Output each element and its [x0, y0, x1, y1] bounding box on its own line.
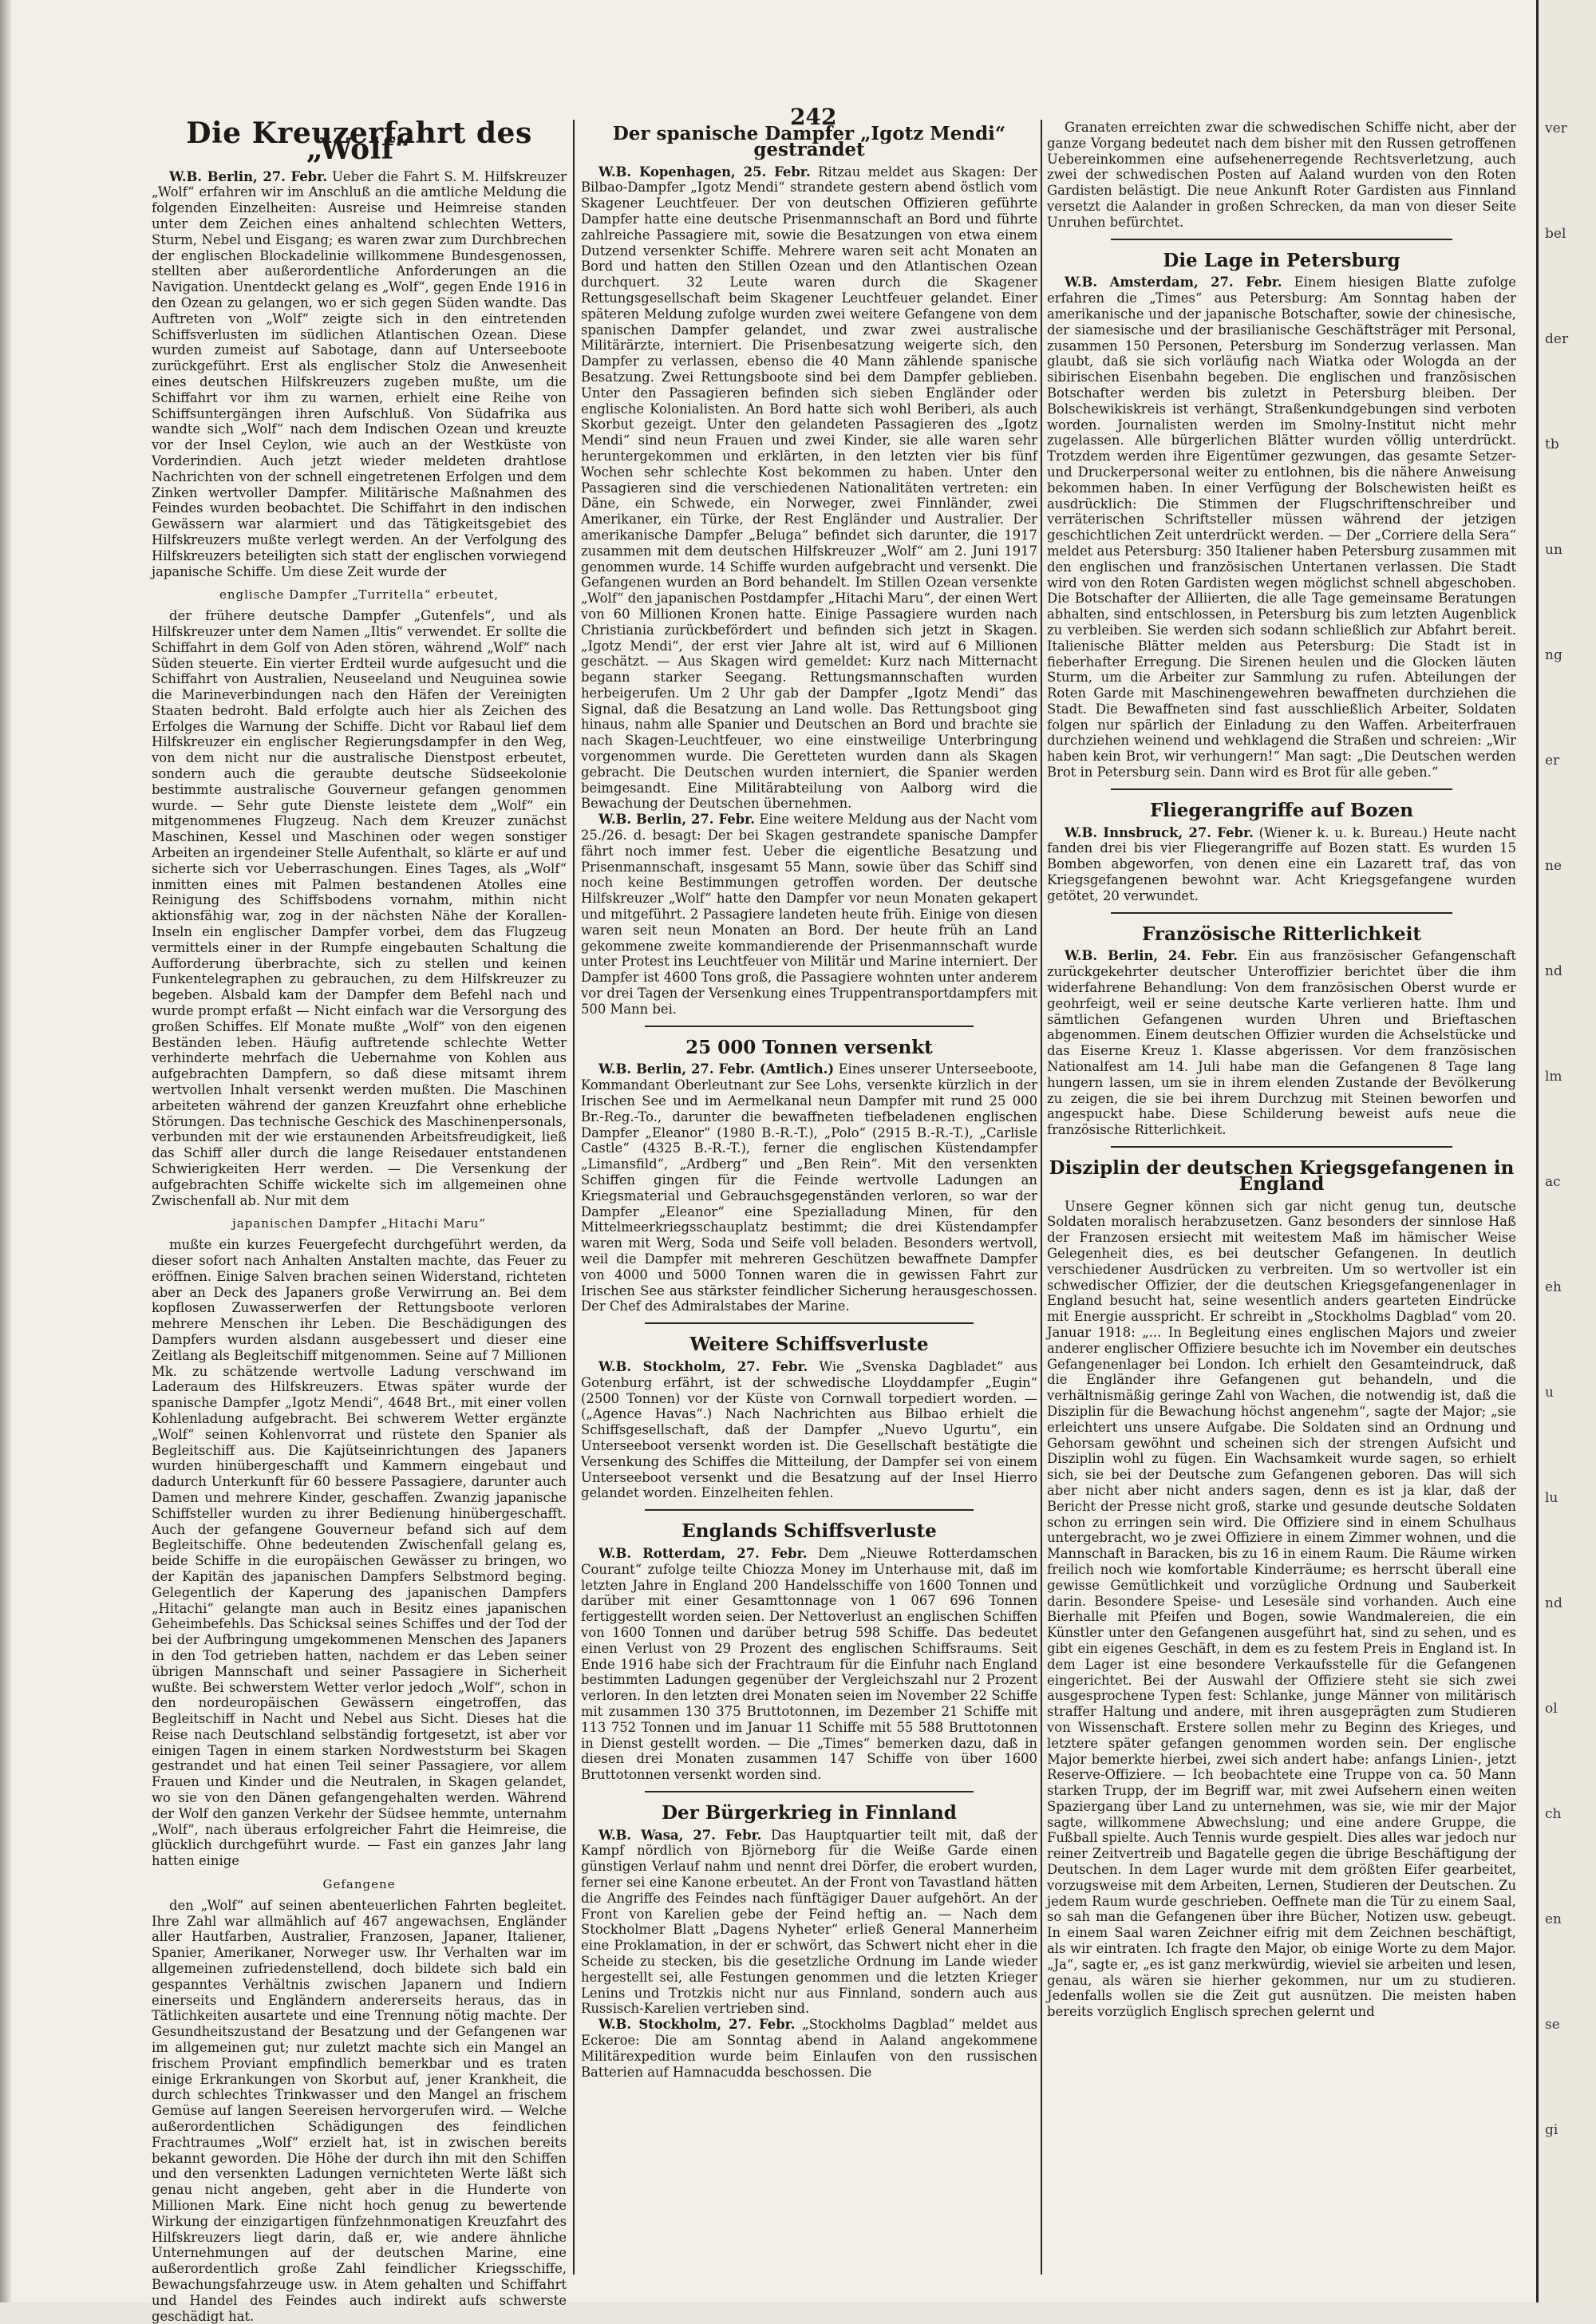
headline-englands-schiffsverluste: Englands Schiffsverluste — [681, 1520, 937, 1543]
article-tonnen: W.B. Berlin, 27. Febr. (Amtlich.) Eines unserer Unterseeboote, Kommandant Oberleutnant zur See Lohs, versenkte kürzlich in der Irischen See und im Aermelkanal neun Dampfer mit rund 25 000 Br.-Reg.-To., darunter die bewaffneten tiefbeladenen englischen Dampfer „Eleanor“ (1980 B.-R.-T.), „Polo“ (2915 B.-R.-T.), „Carlisle Castle“ (4325 B.-R.-T.), ferner die englischen Küstendampfer „Limansfild“, „Ardberg“ und „Ben Rein“. Mit den versenkten Schiffen gingen für die Feinde wertvolle Ladungen an Kriegsmaterial und Gebrauchsgegenständen verloren, so war der Dampfer „Eleanor“ eine Spezialladung Minen, für den Mittelmeerkriegsschauplatz bestimmt; die drei Küstendampfer waren mit Werg, Soda und Seife voll beladen. Besonders wertvoll, weil die Dampfer mit mehreren Geschützen bewaffnete Dampfer von 4000 und 5000 Tonnen waren die in gewissen Fahrt zur Irischen See aus stärkster feindlicher Sicherung herausgeschossen. Der Chef des Admiralstabes der Marine. — [581, 1061, 1037, 1314]
column-rule — [1041, 120, 1042, 2275]
column-rule — [573, 120, 575, 2275]
edge-fragment: en — [1545, 1911, 1562, 1927]
edge-fragment: eh — [1545, 1279, 1562, 1295]
section-divider — [1111, 239, 1452, 240]
headline-kreuzerfahrt: Die Kreuzerfahrt des „Wolf“ — [186, 117, 532, 166]
column-2 — [581, 120, 1037, 2275]
edge-fragment: tb — [1545, 437, 1559, 453]
edge-fragment: lm — [1545, 1069, 1562, 1085]
edge-fragment: u — [1545, 1385, 1554, 1401]
article-disziplin: Unsere Gegner können sich gar nicht genug tun, deutsche Soldaten moralisch herabzusetzen. Ganz besonders der sinnlose Haß der Franzosen ersiecht mit weitestem Maß im hämischer Weise Gelegenheit dies, es bei deutscher Gefangenen. In deutlich verschiedener Ausdrücken zu verbreiten. Um so wertvoller ist ein schwedischer Offizier, der die deutschen Kriegsgefangenenlager in England besucht hat, seine wesentlich anders gearteten Eindrücke mit Energie ausspricht. Er schreibt in „Stockholms Dagblad“ vom 20. Januar 1918: „... In Begleitung eines englischen Majors und zweier anderer englischer Offiziere besuchte ich im November ein deutsches Gefangenenlager bei London. Ich erhielt den Gesamteindruck, daß die Engländer ihre Gefangenen gut behandeln, und die verhältnismäßig geringe Zahl von Wachen, die notwendig ist, daß die Disziplin für die Bewachung höchst angenehm“, sagte der Major; „sie erleichtert uns unsere Aufgabe. Die Soldaten sind an Ordnung und Gehorsam gewöhnt und scheinen sich der strengen Aufsicht und Disziplin wohl zu fügen. Ein Wachsamkeit wurde sagen, so erhielt sich, sie bei der Deutsche zum Gefangenen geboren. Das will sich aber nicht aber nicht anders sagen, denn es ist ja klar, daß der Bericht der Presse nicht groß, starke und gesunde deutsche Soldaten schon zu erringen sein wird. Die Offiziere sind in einem Schulhaus untergebracht, wo je zwei Offiziere in einem Zimmer wohnen, und die Mannschaft in Baracken, bis zu 16 in einem Raum. Die Räume wirken freilich noch wie komfortable Kinderräume; es herrscht überall eine gewisse Gemütlichkeit und vorzügliche Ordnung und Sauberkeit darin. Besondere Speise- und Lesesäle sind vorhanden. Auch eine Bierhalle mit Pfeifen und Bogen, sowie Wandmalereien, die ein Künstler unter den Gefangenen ausgeführt hat, sind zu sehen, und es gibt ein eigenes Geschäft, in dem es zu festem Preis in England ist. In dem Lager ist eine besondere Verkaufsstelle für die Gefangenen eingerichtet. Bei der Auswahl der Offiziere steht sie sich zwei ausgesprochene Typen fest: Schlanke, junge Männer von militärisch straffer Haltung und andere, mit ihren ausgeprägten zum Studieren von Wissenschaft. Erstere sollen mehr zu Beginn des Krieges, und letztere später gefangen genommen worden sein. Der englische Major bemerkte hierbei, zwei sich andert habe: anfangs Linien-, jetzt Reserve-Offiziere. — Ich beobachtete eine Truppe von ca. 50 Mann starken Trupp, der im Begriff war, mit zwei Aufsehern einen weiten Spaziergang über Land zu unternehmen, was sie, wie mir der Major sagte, willkommene Abwechslung; und eine andere Gruppe, die Fußball spielte. Auch Tennis wurde gespielt. Dies alles war jedoch nur reiner Zeitvertreib und Bagatelle gegen die übrige Beschäftigung der Deutschen. In dem Lager wurde mit dem größten Eifer gearbeitet, vorzugsweise mit dem Arbeiten, Lernen, Studieren der Deutschen. Zu jedem Raum wurde geschrieben. Oeffnete man die Tür zu einem Saal, so sah man die Gefangenen über ihre Bücher, Notizen usw. gebeugt. In einem Saal waren Zeichner eifrig mit dem Zeichnen beschäftigt, als wir eintraten. Ich fragte den Major, ob einige Worte zu dem Major. „Ja“, sagte er, „es ist ganz merkwürdig, wieviel sie arbeiten und lesen, genau, als wären sie hierher gekommen, nur um zu studieren. Jedenfalls wollen sie die Zeit gut ausnützen. Die meisten haben bereits vorzüglich Englisch sprechen gelernt und — [1047, 1198, 1516, 2020]
edge-fragment: un — [1545, 542, 1562, 558]
article-ritterlichkeit: W.B. Berlin, 24. Febr. Ein aus französischer Gefangenschaft zurückgekehrter deutscher Unteroffizier berichtet über die ihm widerfahrene Behandlung: Von dem französischen Oberst wurde er geohrfeigt, weil er seine deutsche Karte verlieren hatte. Ihm und sämtlichen Gefangenen wurden Uhren und Brieftaschen abgenommen. Einem deutschen Offizier wurden die Achselstücke und das Eiserne Kreuz 1. Klasse abgerissen. Vor dem französischen Nationalfest am 14. Juli habe man die Gefangenen 8 Tage lang hungern lassen, um sie in ihrem elenden Zustande der Bevölkerung zu zeigen, die sie bei ihrem Durchzug mit Steinen beworfen und angespuckt habe. Diese Schilderung beweist aufs neue die französische Ritterlichkeit. — [1047, 948, 1517, 1138]
article-bozen: W.B. Innsbruck, 27. Febr. (Wiener k. u. k. Bureau.) Heute nacht fanden drei bis vier Fliegerangriffe auf Bozen statt. Es wurden 15 Bomben abgeworfen, von denen eine ein Lazarett traf, das von Kriegsgefangenen bewohnt war. Acht Kriegsgefangene wurden getötet, 20 verwundet. — [1047, 824, 1516, 903]
edge-fragment: nd — [1545, 1595, 1562, 1611]
headline-weitere-schiffsverluste: Weitere Schiffsverluste — [689, 1334, 929, 1356]
page-fold-shadow — [0, 0, 11, 2302]
article-igotz-p1: W.B. Kopenhagen, 25. Febr. Ritzau meldet aus Skagen: Der Bilbao-Dampfer „Igotz Mendi“ strandete gestern abend östlich vom Skagener Leuchtfeuer. Der von deutschen Offizieren geführte Dampfer hatte eine deutsche Prisenmannschaft an Bord und führte zahlreiche Passagiere mit, sowie die Besatzungen von etwa einem Dutzend versenkter Schiffe. Mehrere waren seit acht Monaten an Bord und hatten den Stillen Ozean und den Atlantischen Ozean durchquert. 32 Leute waren durch die Skagener Rettungsgesellschaft beim Skagener Leuchtfeuer gelandet. Einer späteren Meldung zufolge wurden zwei weitere Gefangene von dem spanischen Dampfer gelandet, und zwar zwei australische Militärärzte, interniert. Die Prisenbesatzung weigerte sich, den Dampfer zu verlassen, ebenso die 40 Mann zählende spanische Besatzung. Zwei Rettungsboote sind bei dem Dampfer geblieben. Unter den Passagieren befinden sich sieben Engländer oder englische Kolonialisten. An Bord hatte sich wohl Beriberi, als auch Skorbut gezeigt. Unter den gelandeten Passagieren des „Igotz Mendi“ sind neun Frauen und zwei Kinder, sie alle waren sehr heruntergekommen und erklärten, in den letzten vier bis fünf Wochen sehr schlechte Kost bekommen zu haben. Unter den Passagieren sind die verschiedenen Nationalitäten vertreten: ein Däne, ein Schwede, ein Norweger, zwei Finnländer, zwei Amerikaner, ein Türke, der Rest Engländer und Australier. Der amerikanische Dampfer „Beluga“ befindet sich darunter, die 1917 zusammen mit dem deutschen Hilfskreuzer „Wolf“ am 2. Juni 1917 genommen wurde. 14 Schiffe wurden aufgebracht und versenkt. Die Gefangenen wurden an Bord behandelt. Im Stillen Ozean versenkte „Wolf“ den japanischen Postdampfer „Hitachi Maru“, der einen Wert von 60 Millionen Kronen hatte. Einige Passagiere wurden nach Christiania zurückbefördert und befinden sich jetzt in Skagen. „Igotz Mendi“, der erst vier Jahre alt ist, wird auf 6 Millionen geschätzt. — Aus Skagen wird gemeldet: Kurz nach Mitternacht begann starker Seegang. Rettungsmannschaften wurden herbeigerufen. Um 2 Uhr gab der Dampfer „Igotz Mendi“ das Signal, daß die Besatzung an Land wolle. Das Rettungsboot ging hinaus, nahm alle Spanier und Deutschen an Bord und brachte sie nach Skagen-Leuchtfeuer, wo eine einstweilige Unterbringung vorgenommen wurde. Die Geretteten wurden dann als Skagen gebracht. Die Deutschen wurden interniert, die Spanier werden beimgesandt. Eine Militärabteilung von Aalborg wird die Bewachung der Deutschen übernehmen. — [581, 164, 1037, 812]
edge-fragment: ver — [1545, 121, 1567, 136]
edge-fragment: ne — [1545, 858, 1562, 874]
subhead-gefangene: Gefangene — [322, 1877, 396, 1892]
subhead-turritella: englische Dampfer „Turritella“ erbeutet, — [219, 587, 500, 603]
article-kreuzerfahrt-p2: der frühere deutsche Dampfer „Gutenfels“, und als Hilfskreuzer unter dem Namen „Iltis“ verwendet. Er sollte die Schiffahrt in dem Golf von Aden stören, während „Wolf“ nach Süden steuerte. Ein vierter Erdteil wurde aufgesucht und die Schiffahrt von Australien, Neuseeland und Neuguinea sowie die Marineverbindungen nach den Häfen der Vereinigten Staaten bedroht. Bald erfolgte auch hier als Zeichen des Erfolges die Warnung der Schiffe. Dicht vor Rabaul lief dem Hilfskreuzer ein englischer Regierungsdampfer in den Weg, von dem nicht nur die australische Dienstpost erbeutet, sondern auch die geraubte deutsche Südseekolonie bestimmte australische Gouverneur gefangen genommen wurde. — Sehr gute Dienste leistete dem „Wolf“ ein mitgenommenes Flugzeug. Nach dem Kreuzer zunächst Maschinen, Kessel und Maschinen oder wegen sonstiger Arbeiten an irgendeiner Stelle Aufenthalt, so klärte er auf und sicherte sich vor Ueberraschungen. Eines Tages, als „Wolf“ inmitten eines mit Palmen bestandenen Atolles eine Reinigung des Schiffsbodens vornahm, mithin nicht aktionsfähig war, zog in der nächsten Nähe der Korallen-Inseln ein englischer Dampfer vorbei, dem das Flugzeug vermittels einer in der Rumpfe eingebauten Schaltung die Aufforderung überbrachte, sich zu stellen und keinen Funkentelegraphen zu gebrauchen, zu dem Hilfskreuzer zu begeben. Alsbald kam der Dampfer dem Befehl nach und wurde prompt erfaßt — Nicht einfach war die Versorgung des großen Schiffes. Elf Monate mußte „Wolf“ von den eigenen Beständen leben. Häufig auftretende schlechte Wetter verhinderte mehrfach die Uebernahme von Kohlen aus aufgebrachten Dampfern, so daß diese mitsamt ihrem wertvollen Inhalt versenkt werden mußten. Die Maschinen arbeiteten während der ganzen Kreuzfahrt ohne erhebliche Störungen. Das technische Geschick des Maschinenpersonals, verbunden mit der wie erstaunenden Arbeitsfreudigkeit, ließ das Schiff aller durch die lange Reisedauer entstandenen Schwierigkeiten Herr werden. — Die Versenkung der aufgebrachten Schiffe wickelte sich im allgemeinen ohne Zwischenfall ab. Nur mit dem — [152, 608, 567, 1208]
headline-buergerkrieg-finnland: Der Bürgerkrieg in Finnland — [662, 1801, 957, 1824]
article-weitere: W.B. Stockholm, 27. Febr. Wie „Svenska Dagbladet“ aus Gotenburg erfährt, ist der schwedische Lloyddampfer „Eugin“ (2500 Tonnen) vor der Küste von Cornwall torpediert worden. — („Agence Havas“.) Nach Nachrichten aus Bilbao erhielt die Schiffsgesellschaft, daß der Dampfer „Nuevo Ugurtu“, ein Unterseeboot versenkt worden ist. Die Gesellschaft bestätigte die Versenkung des Schiffes die Mitteilung, der Dampfer sei von einem Unterseeboot versenkt und die Besatzung auf der Insel Hierro gelandet worden. Einzelheiten fehlen. — [581, 1358, 1037, 1501]
edge-fragment: lu — [1545, 1490, 1558, 1506]
article-buergerkrieg-p2: W.B. Stockholm, 27. Febr. „Stockholms Dagblad“ meldet aus Eckeroe: Die am Sonntag abend in Aaland angekommene Militärexpedition wurde beim Einlaufen von den russischen Batterien auf Hamnacudda beschossen. Die — [581, 2017, 1037, 2080]
section-divider — [1111, 1146, 1452, 1148]
dateline: W.B. Berlin, 27. Febr. — [169, 168, 327, 184]
edge-fragment: der — [1545, 331, 1569, 347]
headline-ritterlichkeit: Französische Ritterlichkeit — [1141, 923, 1422, 945]
article-aaland-continued: Granaten erreichten zwar die schwedischen Schiffe nicht, aber der ganze Vorgang bedeutet nach dem bisher mit den Russen getroffenen Uebereinkommen eine aufsehenerregende Rechtsverletzung, auch zwei der schwedischen Posten auf Aaland wurden von den Roten Gardisten belästigt. Die neue Ankunft Roter Gardisten aus Finnland versetzt die Aalander in großen Schrecken, da man von dieser Seite Unruhen befürchtet. — [1047, 120, 1516, 230]
section-divider — [1111, 788, 1452, 790]
column-1 — [152, 117, 567, 2324]
article-kreuzerfahrt-p1: W.B. Berlin, 27. Febr. Ueber die Fahrt S. M. Hilfskreuzer „Wolf“ erfahren wir im Anschluß an die amtliche Meldung die folgenden Einzelheiten: Ausreise und Heimreise standen unter dem Zeichen eines anhaltend schlechten Wetters, Sturm, Nebel und Eisgang; es waren zwar zum Durchbrechen der englischen Blockadelinie willkommene Bundesgenossen, stellten aber außerordentliche Anforderungen an die Navigation. Unentdeckt gelang es „Wolf“, gegen Ende 1916 in den Ozean zu gelangen, wo er sich gegen Süden wandte. Das Auftreten von „Wolf“ zeigte sich in den eintretenden Schiffsverlusten im südlichen Atlantischen Ozean. Diese wurden zumeist auf Sabotage, dann auf Unterseeboote zurückgeführt. Erst als englischer Stolz die Anwesenheit eines deutschen Hilfskreuzers zugeben mußte, um die Schiffahrt vor ihm zu warnen, erhielt eine Reihe von Schiffsuntergängen ihren Aufschluß. Von Südafrika aus wandte sich „Wolf“ nach dem Indischen Ozean und kreuzte vor der Insel Ceylon, wie auch an der Westküste von Vorderindien. Auch jetzt wieder meldeten drahtlose Nachrichten von der schnell eingetretenen Erfolgen und dem Zinken wertvoller Dampfer. Militärische Maßnahmen des Feindes wurden beobachtet. Die Schiffahrt in den indischen Gewässern war alarmiert und das Tätigkeitsgebiet des Hilfskreuzers mußte verlegt werden. An der Verfolgung des Hilfskreuzers beteiligten sich statt der englischen vorwiegend japanische Schiffe. Um diese Zeit wurde der — [152, 168, 567, 579]
edge-fragment: se — [1545, 2017, 1560, 2033]
page-number: 242 — [790, 104, 837, 130]
article-buergerkrieg-p1: W.B. Wasa, 27. Febr. Das Hauptquartier teilt mit, daß der Kampf nördlich von Björneborg für die Weiße Garde einen günstigen Verlauf nahm und nennt drei Dörfer, die erobert wurden, ferner sei eine Kanone erbeutet. An der Front von Tavastland hätten die Angriffe des Feindes nach fünftägiger Dauer aufgehört. An der Front von Karelien gebe der Feind heftig an. — Nach dem Stockholmer Blatt „Dagens Nyheter“ erließ General Mannerheim eine Proklamation, in der er schwört, das Schwert nicht eher in die Scheide zu stecken, bis die gesetzliche Ordnung im Lande wieder hergestellt sei, alle Festungen genommen und die letzten Krieger Lenins und Trotzkis nicht nur aus Finnland, sondern auch aus Russisch-Karelien vertrieben sind. — [581, 1827, 1037, 2017]
edge-fragment: bel — [1545, 226, 1566, 242]
edge-fragment: nd — [1545, 963, 1562, 979]
section-divider — [645, 1026, 974, 1027]
article-igotz-p2: W.B. Berlin, 27. Febr. Eine weitere Meldung aus der Nacht vom 25./26. d. besagt: Der bei Skagen gestrandete spanische Dampfer fährt noch immer fest. Ueber die eigentliche Besatzung und Prisenmannschaft, insgesamt 55 Mann, sowie über das Schiff sind noch keine Bestimmungen getroffen worden. Der deutsche Hilfskreuzer „Wolf“ hatte den Dampfer vor neun Monaten gekapert und mitgeführt. 2 Passagiere landeten heute früh. Einige von diesen waren seit neun Monaten an Bord. Der heute früh an Land gekommene zweite kommandierende der Prisenmannschaft wurde unter Protest ins Leuchtfeuer von Militär und Marine interniert. Der Dampfer ist 4600 Tons groß, die Passagiere wohnten unter anderem vor drei Tagen der Versenkung eines Truppentransportdampfers mit 500 Mann bei. — [581, 812, 1037, 1017]
edge-fragment: ac — [1545, 1174, 1561, 1190]
headline-disziplin: Disziplin der deutschen Kriegsgefangenen in England — [1049, 1157, 1515, 1195]
article-petersburg: W.B. Amsterdam, 27. Febr. Einem hiesigen Blatte zufolge erfahren die „Times“ aus Petersburg: Am Sonntag haben der amerikanische und der japanische Botschafter, sowie der chinesische, der siamesische und der brasilianische Geschäftsträger mit Personal, zusammen 150 Personen, Petersburg im Sonderzug verlassen. Man glaubt, daß sie sich vorläufig nach Wiatka oder Wologda an der sibirischen Eisenbahn begeben. Die englischen und französischen Botschafter werden bis zuletzt in Petersburg bleiben. Der Bolschewikiskreis ist verhängt, Straßenkundgebungen sind verboten worden. Journalisten werden im Smolny-Institut nicht mehr zugelassen. Alle bürgerlichen Blätter wurden völlig unterdrückt. Trotzdem werden ihre Eigentümer gezwungen, das gesamte Setzer- und Druckerpersonal weiter zu entlohnen, bis die nähere Anweisung bekommen haben. In einer Verfügung der Bolschewisten heißt es ausdrücklich: Die Stimmen der Flugschriftenschreiber und verräterischen Schriftsteller müssen während der jetzigen geschichtlichen Zeit unterdrückt werden. — Der „Corriere della Sera“ meldet aus Petersburg: 350 Italiener haben Petersburg zusammen mit den englischen und französischen Untertanen verlassen. Die Stadt wird von den Roten Gardisten wegen möglichst schnell abgeschoben. Die Botschafter der Alliierten, die alle Tage gemeinsame Beratungen abhalten, sind entschlossen, in Petersburg bis zum letzten Augenblick zu verbleiben. Sie werden sich sodann schließlich zur Abfahrt bereit. Italienische Blätter melden aus Petersburg: Die Stadt ist in fieberhafter Erregung. Die Sirenen heulen und die Glocken läuten Sturm, um die Arbeiter zur Sammlung zu rufen. Abteilungen der Roten Garde mit Maschinengewehren bewaffneten durchziehen die Stadt. Die Bewaffneten sind fast ausschließlich Arbeiter, Soldaten folgen nur spärlich der Einladung zu den Waffen. Arbeiterfrauen durchziehen weinend und wehklagend die Straßen und schreien: „Wir haben kein Brot, wir verhungern!“ Man sagt: „Die Deutschen werden Brot in Petersburg sein. Dann wird es Brot für alle geben.“ — [1047, 275, 1516, 781]
section-divider — [645, 1509, 974, 1511]
edge-fragment: ng — [1545, 647, 1562, 663]
edge-fragment: gi — [1545, 2122, 1558, 2138]
edge-fragment: er — [1545, 753, 1560, 769]
edge-fragment: ch — [1545, 1806, 1562, 1822]
headline-25000-tonnen: 25 000 Tonnen versenkt — [685, 1036, 933, 1058]
edge-fragment: ol — [1545, 1701, 1558, 1717]
section-divider — [645, 1322, 974, 1324]
headline-igotz-mendi: Der spanische Dampfer „Igotz Mendi“ gestrandet — [612, 123, 1006, 160]
article-kreuzerfahrt-p4: den „Wolf“ auf seinen abenteuerlichen Fahrten begleitet. Ihre Zahl war allmählich auf 467 angewachsen, Engländer aller Hautfarben, Australier, Franzosen, Japaner, Italiener, Spanier, Amerikaner, Norweger usw. Ihr Verhalten war im allgemeinen zufriedenstellend, doch bildete sich bald ein gespanntes Verhältnis zwischen Japanern und Indiern einerseits und Engländern andererseits heraus, das in Tätlichkeiten ausartete und eine Trennung nötig machte. Der Gesundheitszustand der Besatzung und der Gefangenen war im allgemeinen gut; nur zuletzt machte sich ein Mangel an frischem Proviant empfindlich bemerkbar und es traten einige Erkrankungen von Skorbut auf, jener Krankheit, die durch schlechtes Trinkwasser und den Mangel an frischem Gemüse auf langen Seereisen hervorgerufen wird. — Welche außerordentlichen Schädigungen des feindlichen Frachtraumes „Wolf“ erzielt hat, ist in zwischen bereits bekannt geworden. Die Höhe der durch ihn mit den Schiffen und den versenkten Ladungen vernichteten Werte läßt sich genau nicht angeben, geht aber in die Hunderte von Millionen Mark. Eine nicht hoch genug zu bewertende Wirkung der einzigartigen fünfzehnmonatigen Kreuzfahrt des Hilfskreuzers liegt darin, daß er, wie andere ähnliche Unternehmungen auf der deutschen Marine, eine außerordentlich große Zahl feindlicher Kriegsschiffe, Bewachungsfahrzeuge usw. in Atem gehalten und Schiffahrt und Handel des Feindes auch indirekt aufs schwerste geschädigt hat. — [152, 1897, 567, 2324]
headline-lage-petersburg: Die Lage in Petersburg — [1163, 249, 1400, 271]
article-kreuzerfahrt-p3: mußte ein kurzes Feuergefecht durchgeführt werden, da dieser sofort nach Anhalten Anstalten machte, das Feuer zu eröffnen. Einige Salven brachen seinen Widerstand, richteten aber an Deck des Japaners große Verwirrung an. Bei dem kopflosen Zuwasserwerfen der Rettungsboote verloren mehrere Menschen ihr Leben. Die Beschädigungen des Dampfers wurden alsdann ausgebessert und dieser eine Zeitlang als Begleitschiff mitgenommen. Seine auf 7 Millionen Mk. zu schätzende wertvolle Ladung verschwand im Laderaum des Hilfskreuzers. Etwas später wurde der spanische Dampfer „Igotz Mendi“, 4648 Brt., mit einer vollen Kohlenladung aufgebracht. Bei schwerem Wetter ergänzte „Wolf“ seinen Kohlenvorrat und rüstete den Spanier als Begleitschiff aus. Die Kajütseinrichtungen des Japaners wurden hinübergeschafft und Kammern eingebaut und dadurch Unterkunft für 60 bessere Passagiere, darunter auch Damen und mehrere Kinder, geschaffen. Zwanzig japanische Schiffsteller wurden zu ihrer Bedienung hinübergeschafft. Auch der gefangene Gouverneur befand sich auf dem Begleitschiffe. Ohne bedeutenden Zwischenfall gelang es, beide Schiffe in die europäischen Gewässer zu bringen, wo der Kapitän des japanischen Dampfers Selbstmord beging. Gelegentlich der Kaperung des japanischen Dampfers „Hitachi“ gelangte man auch in Besitz eines japanischen Geheimbefehls. Das Schicksal seines Schiffes und der Tod der bei der Aufbringung umgekommenen Menschen des Japaners in den Tod getrieben hatten, nachdem er das Leben seiner übrigen Mannschaft und seiner Passagiere in Sicherheit wußte. Bei schwerstem Wetter verlor jedoch „Wolf“, schon in den nordeuropäischen Gewässern eingetroffen, das Begleitschiff in Nacht und Nebel aus Sicht. Dieses hat die Reise nach Deutschland selbständig fortgesetzt, ist aber vor einigen Tagen in einem starken Nordweststurm bei Skagen gestrandet und hat einen Teil seiner Passagiere, vor allem Frauen und Kinder und die Neutralen, in Skagen gelandet, wo sie von den Dänen gefangengehalten werden. Während der Wolf den ganzen Verkehr der Südsee hemmte, unternahm „Wolf“, nach überaus erfolgreicher Fahrt die Heimreise, die glücklich durchgeführt wurde. — Fast ein ganzes Jahr lang hatten einige — [152, 1237, 567, 1869]
subhead-hitachi: japanischen Dampfer „Hitachi Maru“ — [232, 1216, 486, 1231]
column-3 — [1047, 120, 1516, 2275]
section-divider — [1111, 912, 1452, 914]
section-divider — [645, 1791, 974, 1792]
adjacent-page-edge — [1536, 0, 1596, 2302]
headline-fliegerangriffe-bozen: Fliegerangriffe auf Bozen — [1149, 799, 1414, 821]
article-englands: W.B. Rotterdam, 27. Febr. Dem „Nieuwe Rotterdamschen Courant“ zufolge teilte Chiozza Money im Unterhause mit, daß im letzten Jahre in England 200 Handelsschiffe von 1600 Tonnen und darüber mit einer Gesamttonnage von 1 067 696 Tonnen fertiggestellt worden seien. Der Nettoverlust an englischen Schiffen von 1600 Tonnen und darüber betrug 598 Schiffe. Das bedeutet einen Verlust von 29 Prozent des englischen Schiffsraums. Seit Ende 1916 habe sich der Frachtraum für die Einfuhr nach England bestimmten Ladungen gegenüber der Vergleichszahl nur 2 Prozent verloren. In den letzten drei Monaten seien im November 22 Schiffe mit zusammen 130 375 Bruttotonnen, im Dezember 21 Schiffe mit 113 752 Tonnen und im Januar 11 Schiffe mit 55 588 Bruttotonnen in Dienst gestellt worden. — Die „Times“ bemerken dazu, daß in diesen drei Monaten zusammen 147 Schiffe von über 1600 Bruttotonnen versenkt worden sind. — [581, 1545, 1037, 1783]
